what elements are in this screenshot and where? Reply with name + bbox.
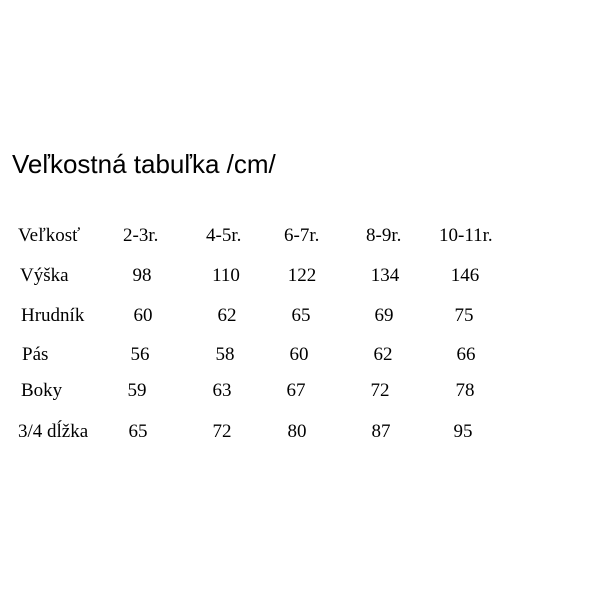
row-label: Hrudník	[21, 305, 85, 326]
table-cell: 72	[370, 380, 390, 401]
table-cell: 78	[455, 380, 475, 401]
table-cell: 60	[289, 344, 309, 365]
table-cell: 98	[132, 265, 152, 286]
table-cell: 56	[130, 344, 150, 365]
page-title: Veľkostná tabuľka /cm/	[12, 149, 276, 179]
table-cell: 80	[287, 421, 307, 442]
table-cell: 65	[128, 421, 148, 442]
table-cell: 59	[127, 380, 147, 401]
row-label: Pás	[22, 344, 49, 365]
table-cell: 122	[287, 265, 317, 286]
table-cell: 95	[453, 421, 473, 442]
table-cell: 146	[450, 265, 480, 286]
table-cell: 65	[291, 305, 311, 326]
table-cell: 60	[133, 305, 153, 326]
table-cell: 58	[215, 344, 235, 365]
table-cell: 72	[212, 421, 232, 442]
table-cell: 62	[373, 344, 393, 365]
column-header: 8-9r.	[366, 225, 402, 246]
row-label: 3/4 dĺžka	[18, 421, 89, 442]
table-cell: 87	[371, 421, 391, 442]
row-label: Boky	[21, 380, 63, 401]
table-cell: 67	[286, 380, 306, 401]
row-label: Výška	[20, 265, 69, 286]
table-cell: 62	[217, 305, 237, 326]
column-header: 6-7r.	[284, 225, 320, 246]
column-header: 10-11r.	[439, 225, 493, 246]
column-header: 4-5r.	[206, 225, 242, 246]
table-cell: 63	[212, 380, 232, 401]
table-cell: 75	[454, 305, 474, 326]
table-cell: 66	[456, 344, 476, 365]
table-cell: 69	[374, 305, 394, 326]
corner-label: Veľkosť	[18, 225, 81, 246]
table-cell: 134	[370, 265, 400, 286]
table-cell: 110	[212, 265, 240, 286]
column-header: 2-3r.	[123, 225, 159, 246]
